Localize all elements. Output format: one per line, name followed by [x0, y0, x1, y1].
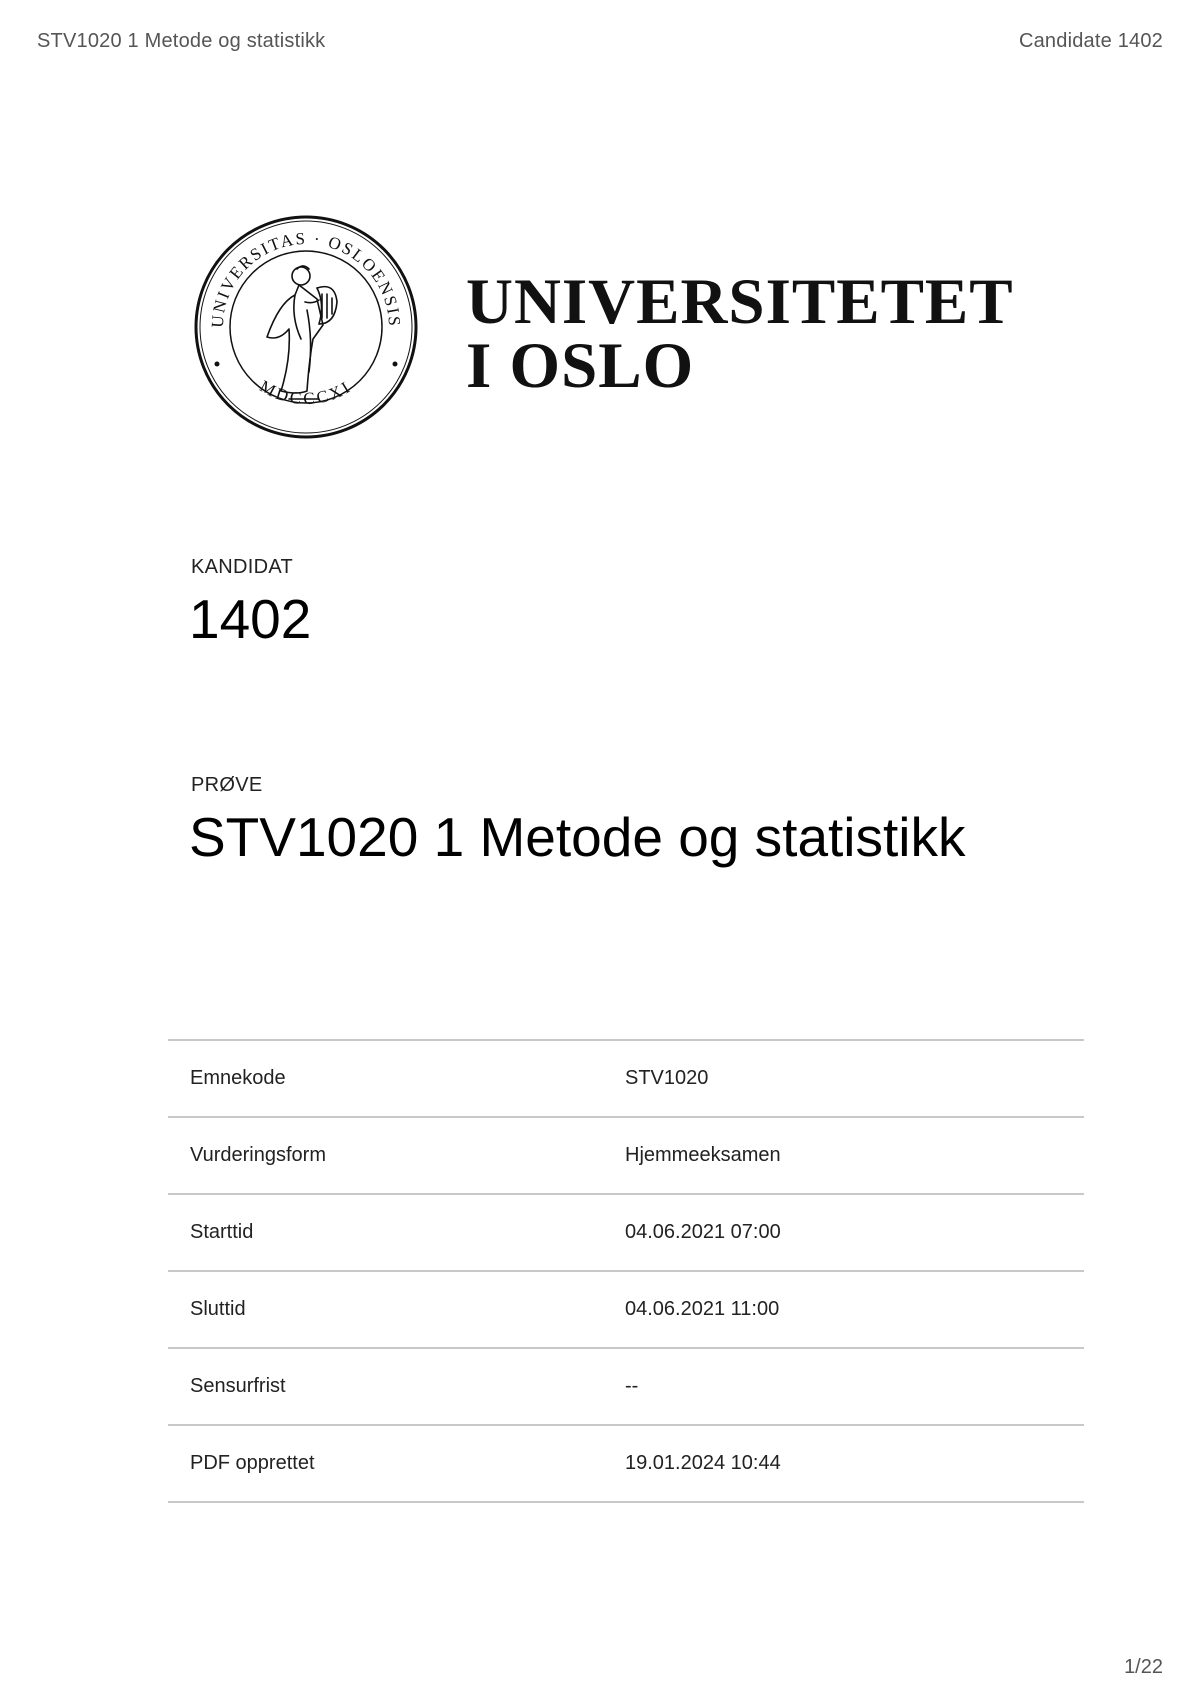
detail-value: Hjemmeeksamen [625, 1144, 781, 1166]
detail-value: -- [625, 1375, 639, 1397]
table-row [168, 1117, 1084, 1194]
detail-value: 04.06.2021 11:00 [625, 1298, 780, 1320]
detail-value: STV1020 [625, 1067, 709, 1089]
test-label: PRØVE [191, 774, 263, 796]
table-row [168, 1348, 1084, 1425]
page-number: 1/22 [1124, 1656, 1163, 1678]
logo-wordmark-line2: I OSLO [466, 330, 695, 402]
exam-details-table [168, 1039, 1084, 1503]
detail-key: Sensurfrist [190, 1375, 286, 1397]
university-logo [193, 214, 1073, 444]
table-row [168, 1425, 1084, 1502]
table-row [168, 1271, 1084, 1348]
header-candidate: Candidate 1402 [1018, 30, 1163, 52]
header-exam-title: STV1020 1 Metode og statistikk [37, 30, 326, 52]
detail-value: 19.01.2024 10:44 [625, 1452, 781, 1474]
candidate-label: KANDIDAT [191, 556, 294, 578]
detail-key: Emnekode [190, 1067, 286, 1089]
university-seal-icon [193, 214, 419, 440]
detail-key: Starttid [190, 1221, 254, 1243]
test-title: STV1020 1 Metode og statistikk [189, 806, 966, 868]
svg-text:MDCCCXI: MDCCCXI [256, 376, 356, 409]
detail-value: 04.06.2021 07:00 [625, 1221, 781, 1243]
detail-key: Vurderingsform [190, 1144, 326, 1166]
logo-wordmark-line1: UNIVERSITETET [466, 266, 1014, 338]
candidate-number: 1402 [189, 588, 312, 650]
table-row [168, 1194, 1084, 1271]
table-row [168, 1040, 1084, 1117]
detail-key: Sluttid [190, 1298, 246, 1320]
svg-text:UNIVERSITAS · OSLOENSIS: UNIVERSITAS · OSLOENSIS [207, 228, 405, 329]
detail-key: PDF opprettet [190, 1452, 315, 1474]
